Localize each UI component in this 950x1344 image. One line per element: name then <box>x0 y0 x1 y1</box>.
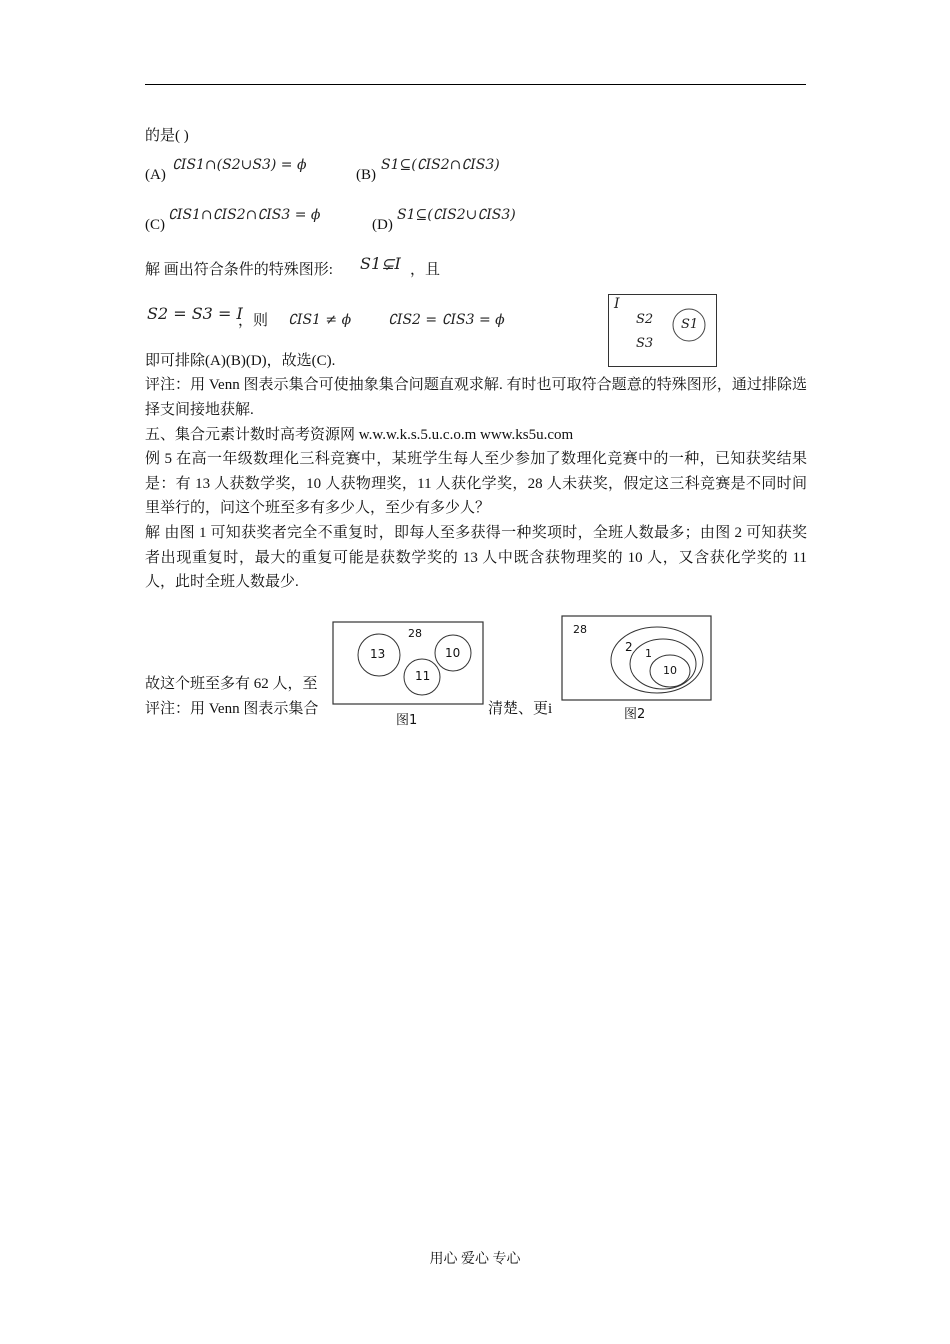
figure-2 <box>561 615 713 723</box>
example5-comment-left: 评注：用 Venn 图表示集合 <box>145 701 319 717</box>
fig1-caption: 图1 <box>396 713 418 728</box>
solution1-then: ，则 <box>238 313 269 329</box>
fig2-inner-label: 10 <box>663 664 677 677</box>
page-footer: 用心 爱心 专心 <box>429 1252 521 1267</box>
universe-label: I <box>614 296 620 312</box>
header-rule <box>145 84 806 85</box>
question-tail: 的是( ) <box>145 128 189 144</box>
solution1-conclusion: 即可排除(A)(B)(D)，故选(C). <box>145 353 336 369</box>
option-a-expr: ∁IS1∩(S2∪S3) = ϕ <box>172 157 307 173</box>
special-figure-drawing <box>608 294 718 368</box>
solution1-eq: S2 = S3 = I <box>147 304 243 323</box>
section5-heading: 五、集合元素计数时高考资源网 w.w.w.k.s.5.u.c.o.m www.ks5u.com <box>145 427 574 443</box>
s3-label: S3 <box>636 336 654 351</box>
figure-1 <box>332 621 484 729</box>
example5-answer: 故这个班至多有 62 人，至 <box>145 676 318 692</box>
solution1-intro: 解 画出符合条件的特殊图形: <box>145 262 333 278</box>
example5-text: 例 5 在高一年级数理化三科竞赛中，某班学生每人至少参加了数理化竞赛中的一种，已知获奖结果是：有 13 人获数学奖，10 人获物理奖，11 人获化学奖，28 人未获奖，假定这三科竞赛是不同时间里举行的，问这个班至多有多少人，至少有多少人？ <box>145 451 807 516</box>
solution1-rel1: S1⊊I <box>360 254 401 273</box>
option-c-label: (C) <box>145 217 165 233</box>
option-a-label: (A) <box>145 167 166 183</box>
example5-solution: 解 由图 1 可知获奖者完全不重复时，即每人至多获得一种奖项时，全班人数最多；由图 2 可知获奖者出现重复时，最大的重复可能是获数学奖的 13 人中既含获物理奖的 10 人，又含获化学奖的 11 人，此时全班人数最少. <box>145 525 807 590</box>
fig2-outer-label: 2 <box>625 640 633 654</box>
option-b-label: (B) <box>356 167 376 183</box>
s1-label: S1 <box>681 317 699 332</box>
example5-comment-right: 清楚、更i <box>488 701 553 717</box>
fig2-caption: 图2 <box>624 707 646 722</box>
solution1-rel3: ∁IS2 = ∁IS3 = ϕ <box>388 312 505 328</box>
option-d-label: (D) <box>372 217 393 233</box>
fig2-middle-label: 1 <box>645 647 652 660</box>
fig1-outside-label: 28 <box>408 627 422 640</box>
solution1-comment: 评注：用 Venn 图表示集合可使抽象集合问题直观求解. 有时也可取符合题意的特殊图形，通过排除选择支间接地获解. <box>145 377 807 418</box>
fig1-chem-label: 11 <box>415 669 431 683</box>
s2-label: S2 <box>636 312 654 327</box>
solution1-rel2: ∁IS1 ≠ ϕ <box>288 312 352 328</box>
option-b-expr: S1⊆(∁IS2∩∁IS3) <box>381 157 500 173</box>
special-figure <box>608 294 718 368</box>
fig1-math-label: 13 <box>370 647 386 661</box>
fig1-physics-label: 10 <box>445 646 461 660</box>
option-d-expr: S1⊆(∁IS2∪∁IS3) <box>397 207 516 223</box>
option-c-expr: ∁IS1∩∁IS2∩∁IS3 = ϕ <box>168 207 321 223</box>
fig2-outside-label: 28 <box>573 623 587 636</box>
universe-rect <box>609 295 717 367</box>
solution1-and: ，且 <box>410 262 441 278</box>
